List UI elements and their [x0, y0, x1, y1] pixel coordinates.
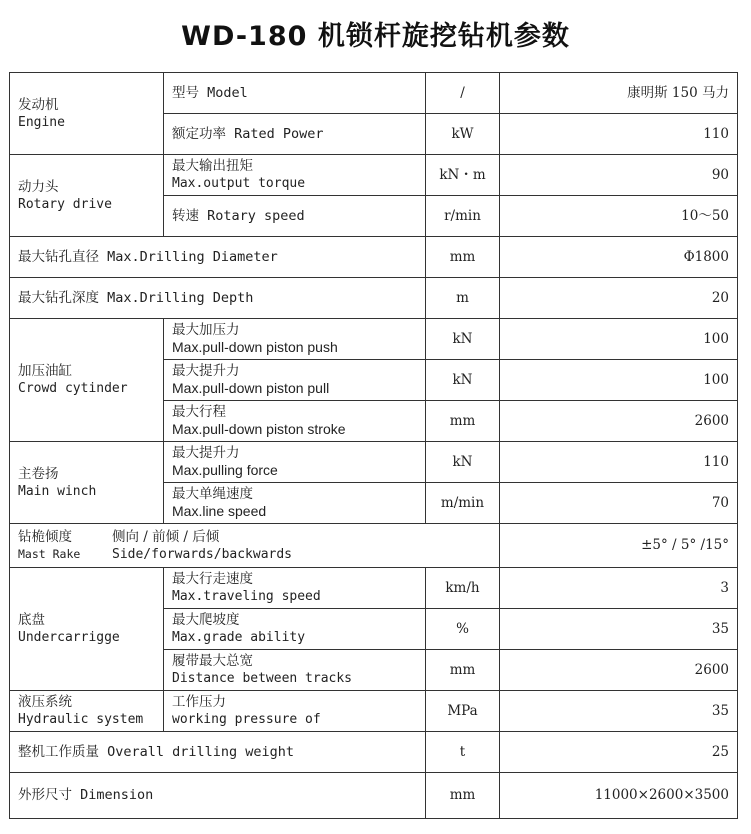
table-row: [10, 773, 738, 819]
table-row: [10, 319, 738, 360]
group-cn: 主卷扬: [18, 465, 59, 482]
param-value: 110: [500, 442, 738, 483]
param-unit: kN: [426, 442, 500, 483]
table-row: [10, 568, 738, 609]
param-value: 25: [500, 732, 738, 773]
param-label: [164, 360, 426, 401]
group-en: Undercarrigge: [18, 630, 120, 645]
param-unit: kN: [426, 319, 500, 360]
param-unit: m/min: [426, 483, 500, 524]
param-unit: t: [426, 732, 500, 773]
label-en: Max.pull-down piston push: [172, 339, 338, 355]
param-value: 11000×2600×3500: [500, 773, 738, 819]
label-cn: 最大提升力: [172, 445, 240, 461]
group-en: Hydraulic system: [18, 712, 144, 727]
param-unit: kN: [426, 360, 500, 401]
param-label: 转速 Rotary speed: [164, 196, 426, 237]
group-cn: 动力头: [18, 178, 59, 195]
label-cn: 最大提升力: [172, 363, 240, 379]
param-value: 100: [500, 360, 738, 401]
param-label: 整机工作质量 Overall drilling weight: [10, 732, 426, 773]
group-engine: [10, 73, 164, 155]
group-en: Main winch: [18, 483, 97, 499]
label-en: Distance between tracks: [172, 671, 353, 686]
label-cn: 最大加压力: [172, 322, 240, 338]
param-unit: mm: [426, 401, 500, 442]
group-hydraulic: [10, 691, 164, 732]
param-label: [164, 650, 426, 691]
label-en: Max.pull-down piston stroke: [172, 421, 346, 437]
group-crowd: [10, 319, 164, 442]
param-unit: MPa: [426, 691, 500, 732]
param-unit: mm: [426, 773, 500, 819]
label-en-detail: Side/forwards/backwards: [112, 546, 293, 562]
label-cn: 履带最大总宽: [172, 653, 253, 669]
label-en: Mast Rake: [18, 546, 81, 561]
label-en: Max.pull-down piston pull: [172, 380, 330, 396]
param-value: 10～50: [500, 196, 738, 237]
param-label: 最大钻孔直径 Max.Drilling Diameter: [10, 237, 426, 278]
param-unit: /: [426, 73, 500, 114]
label-en: working pressure of: [172, 712, 321, 727]
param-value: 35: [500, 609, 738, 650]
label-cn-detail: 侧向 / 前倾 / 后倾: [112, 528, 220, 545]
spec-table: [9, 72, 738, 819]
page-title: WD-180 机锁杆旋挖钻机参数: [181, 21, 570, 52]
label-cn: 钻桅倾度: [18, 528, 72, 545]
label-cn: 最大行程: [172, 404, 226, 420]
group-cn: 发动机: [18, 96, 59, 113]
param-label: [164, 691, 426, 732]
param-value: 2600: [500, 401, 738, 442]
param-value: Φ1800: [500, 237, 738, 278]
label-en: Max.line speed: [172, 503, 267, 519]
label-cn: 最大行走速度: [172, 571, 253, 587]
label-en: Max.pulling force: [172, 462, 278, 478]
param-value: 70: [500, 483, 738, 524]
table-row: [10, 278, 738, 319]
label-en: Max.grade ability: [172, 630, 306, 645]
table-row: [10, 524, 738, 568]
param-value: 100: [500, 319, 738, 360]
group-en: Engine: [18, 114, 65, 130]
label-en: Max.traveling speed: [172, 589, 321, 604]
param-label: [164, 155, 426, 196]
param-label: [164, 609, 426, 650]
group-en: Rotary drive: [18, 196, 112, 212]
group-cn: 液压系统: [18, 694, 72, 710]
param-label: 最大钻孔深度 Max.Drilling Depth: [10, 278, 426, 319]
param-value: 90: [500, 155, 738, 196]
param-unit: mm: [426, 650, 500, 691]
param-label: [164, 568, 426, 609]
param-unit: r/min: [426, 196, 500, 237]
group-cn: 加压油缸: [18, 363, 72, 379]
label-cn: 最大输出扭矩: [172, 158, 253, 174]
table-row: [10, 732, 738, 773]
param-unit: kW: [426, 114, 500, 155]
group-winch: [10, 442, 164, 524]
param-label: 型号 Model: [164, 73, 426, 114]
param-value: 110: [500, 114, 738, 155]
table-row: [10, 155, 738, 196]
label-cn: 工作压力: [172, 694, 226, 710]
label-cn: 最大单绳速度: [172, 486, 253, 502]
param-label: [164, 401, 426, 442]
param-value: ±5° / 5° /15°: [500, 524, 738, 568]
param-value: 康明斯 150 马力: [500, 73, 738, 114]
param-unit: m: [426, 278, 500, 319]
group-rotary: [10, 155, 164, 237]
param-unit: mm: [426, 237, 500, 278]
param-value: 35: [500, 691, 738, 732]
table-row: [10, 691, 738, 732]
param-label: [164, 319, 426, 360]
param-label: 外形尺寸 Dimension: [10, 773, 426, 819]
param-value: 2600: [500, 650, 738, 691]
group-cn: 底盘: [18, 612, 45, 628]
label-en: Max.output torque: [172, 176, 306, 191]
group-en: Crowd cytinder: [18, 381, 128, 396]
param-unit: %: [426, 609, 500, 650]
param-unit: kN・m: [426, 155, 500, 196]
table-row: [10, 442, 738, 483]
param-label: 额定功率 Rated Power: [164, 114, 426, 155]
param-label: [164, 483, 426, 524]
group-undercarriage: [10, 568, 164, 691]
table-row: [10, 73, 738, 114]
table-row: [10, 237, 738, 278]
label-cn: 最大爬坡度: [172, 612, 240, 628]
mast-rake-label: [10, 524, 500, 568]
param-value: 20: [500, 278, 738, 319]
param-value: 3: [500, 568, 738, 609]
param-unit: km/h: [426, 568, 500, 609]
param-label: [164, 442, 426, 483]
